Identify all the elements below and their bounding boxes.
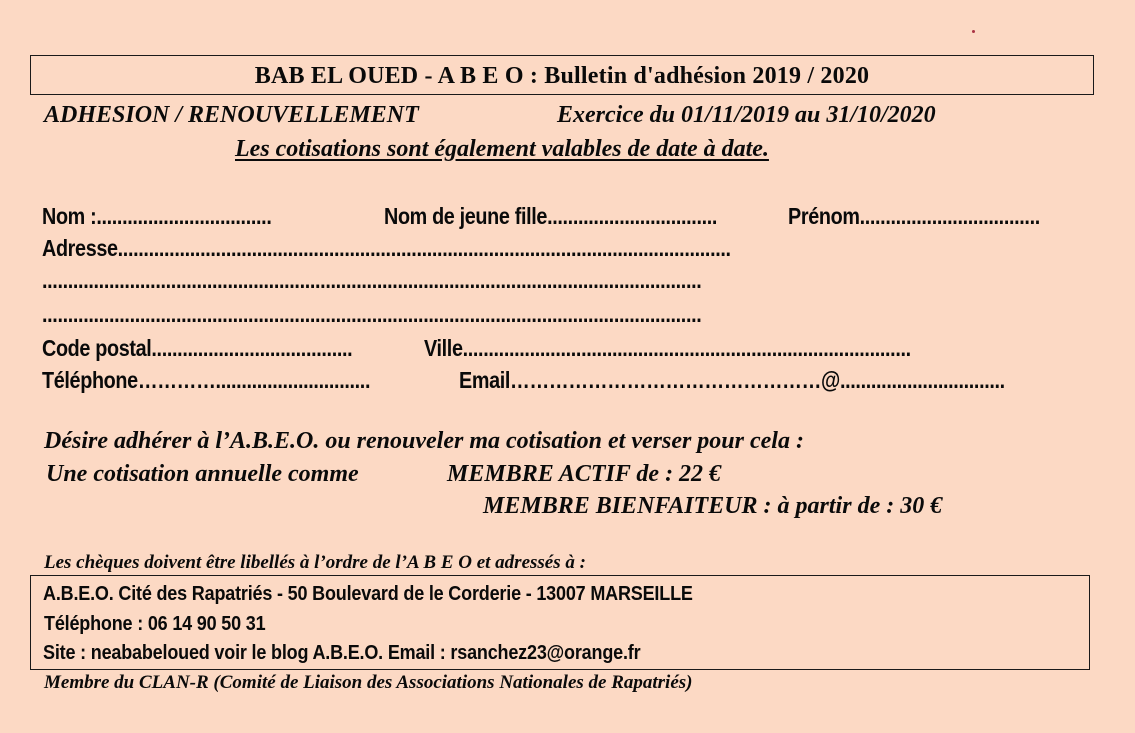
field-ville[interactable]: Ville.......................................................................................: [424, 335, 911, 361]
footer-note: Membre du CLAN-R (Comité de Liaison des Associations Nationales de Rapatriés): [44, 672, 693, 693]
title-box: [30, 55, 1094, 95]
validity-note: Les cotisations sont également valables de date à date.: [235, 136, 769, 162]
field-adresse-line-3[interactable]: ................................................................................................................................: [42, 301, 702, 327]
membership-annual: Une cotisation annuelle comme: [46, 461, 359, 487]
document-title: BAB EL OUED - A B E O : Bulletin d'adhésion 2019 / 2020: [254, 63, 870, 89]
subtitle-period: Exercice du 01/11/2019 au 31/10/2020: [557, 102, 936, 128]
membership-actif: MEMBRE ACTIF de : 22 €: [447, 461, 722, 487]
field-prenom[interactable]: Prénom...................................: [788, 203, 1040, 229]
field-email[interactable]: Email…………………………………………@................................: [459, 367, 1005, 393]
field-adresse[interactable]: Adresse.......................................................................................................................: [42, 235, 731, 261]
field-telephone[interactable]: Téléphone…………..............................: [42, 367, 371, 393]
subtitle-type: ADHESION / RENOUVELLEMENT: [44, 102, 419, 128]
paper-speck: [972, 30, 975, 33]
membership-bienfaiteur: MEMBRE BIENFAITEUR : à partir de : 30 €: [483, 493, 943, 519]
address-line: A.B.E.O. Cité des Rapatriés - 50 Boulevard de le Corderie - 13007 MARSEILLE: [43, 583, 693, 605]
membership-intro: Désire adhérer à l’A.B.E.O. ou renouveler ma cotisation et verser pour cela :: [44, 428, 804, 454]
field-code-postal[interactable]: Code postal.......................................: [42, 335, 353, 361]
phone-line: Téléphone : 06 14 90 50 31: [44, 613, 266, 635]
payment-note: Les chèques doivent être libellés à l’ordre de l’A B E O et adressés à :: [44, 552, 586, 573]
site-email-line: Site : neababeloued voir le blog A.B.E.O. Email : rsanchez23@orange.fr: [43, 642, 641, 664]
field-nom-jeune-fille[interactable]: Nom de jeune fille.................................: [384, 203, 718, 229]
field-adresse-line-2[interactable]: ................................................................................................................................: [42, 267, 702, 293]
field-nom[interactable]: Nom :..................................: [42, 203, 272, 229]
